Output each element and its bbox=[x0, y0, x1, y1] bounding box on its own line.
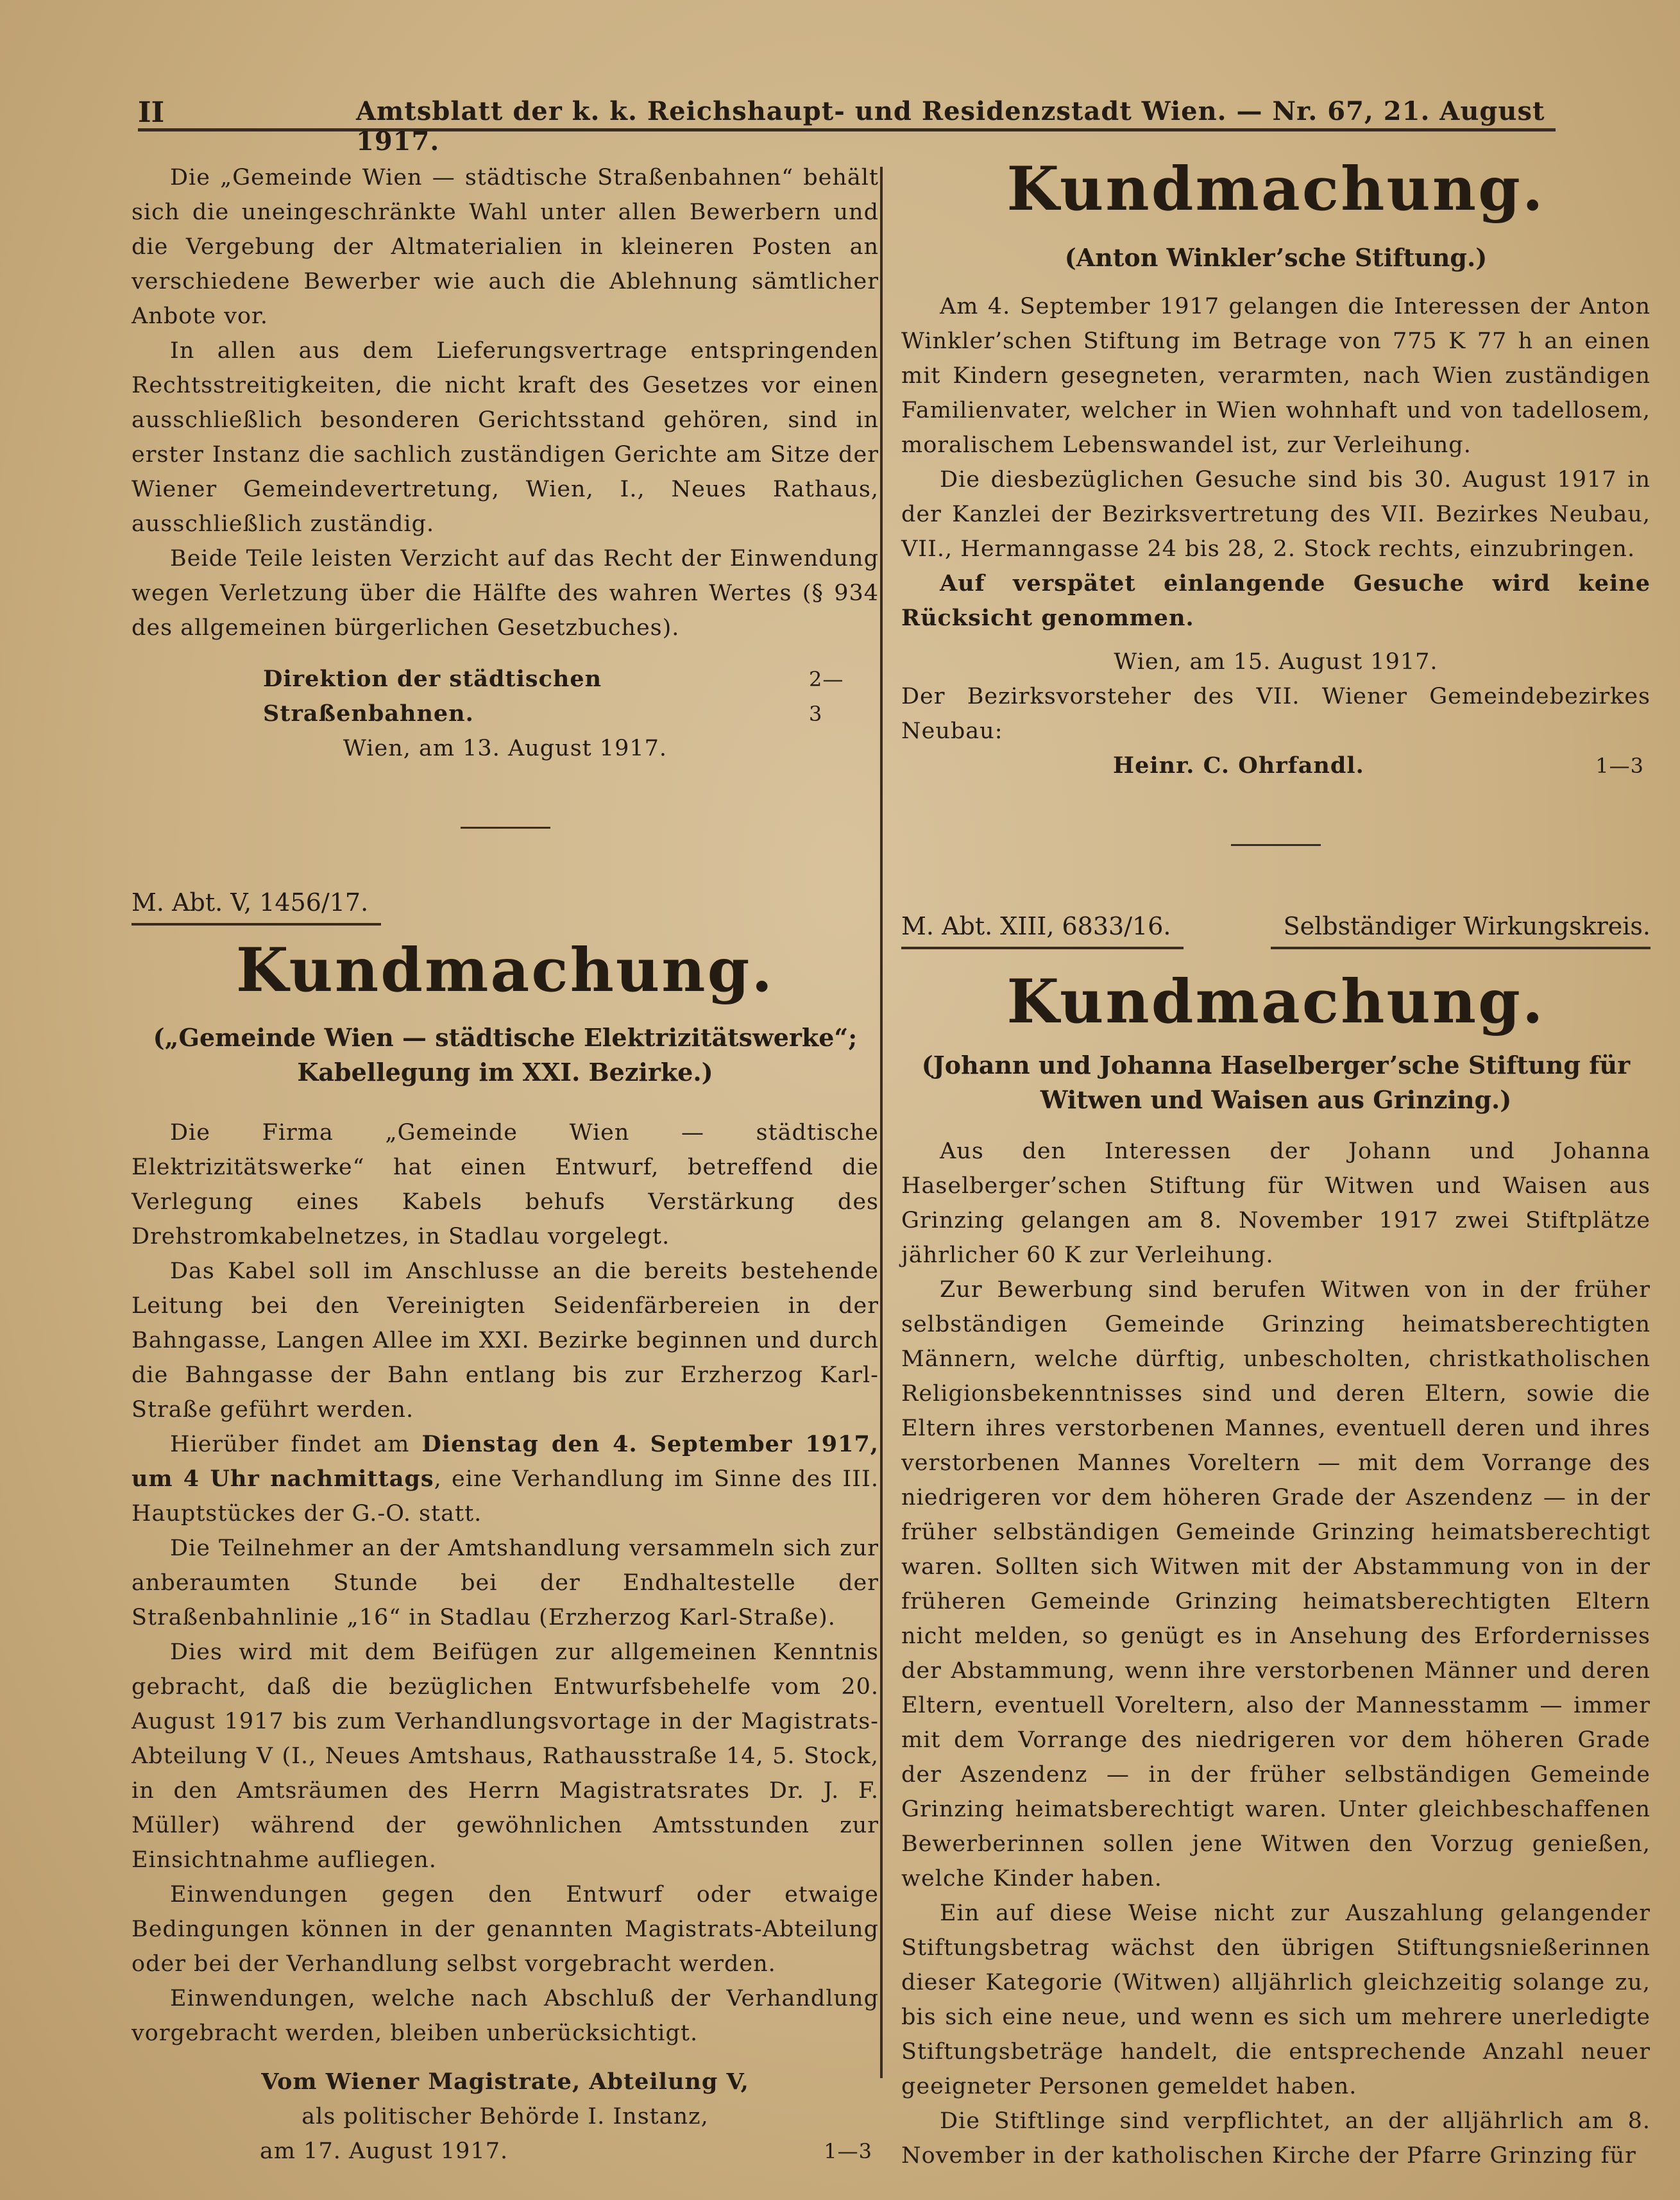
right-column bbox=[901, 151, 1650, 2173]
paragraph: Das Kabel soll im Anschlusse an die bereits bestehende Leitung bei den Vereinigten Seidenfärbereien in der Bahngasse, Langen Allee im XXI. Bezirke beginnen und durch die Bahngasse der Bahn entlang bis zur Erzherzog Karl-Straße geführt werden. bbox=[132, 1258, 879, 1423]
paragraph: Am 4. September 1917 gelangen die Interessen der Anton Winkler’schen Stiftung im Betrage von 775 K 77 h an einen mit Kindern gesegneten, verarmten, nach Wien zuständigen Familienvater, welcher in Wien wohnhaft und von tadellosem, moralischem Lebenswandel ist, zur Verleihung. bbox=[901, 294, 1650, 458]
notice-title: Kundmachung. bbox=[1006, 154, 1545, 224]
paragraph: Einwendungen, welche nach Abschluß der Verhandlung vorgebracht werden, bleiben unberücksichtigt. bbox=[132, 1986, 879, 2046]
notice-title: Kundmachung. bbox=[1006, 967, 1545, 1037]
header-title: Amtsblatt der k. k. Reichshaupt- und Residenzstadt Wien. — Nr. 67, 21. August 1917. bbox=[356, 96, 1545, 157]
reference-row bbox=[901, 907, 1650, 949]
paragraph: Ein auf diese Weise nicht zur Auszahlung gelangender Stiftungsbetrag wächst den übrigen Stiftungsnießerinnen dieser Kategorie (Witwen) alljährlich gleichzeitig solange zu, bis sich eine neue, und wenn es sich um mehrere unerledigte Stiftungsbeträge handelt, die entsprechende Anzahl neuer geeigneter Personen gemeldet haben. bbox=[901, 1900, 1650, 2099]
notice-subtitle: (Johann und Johanna Haselberger’sche Stiftung für Witwen und Waisen aus Grinzing.) bbox=[921, 1051, 1631, 1114]
notice-title: Kundmachung. bbox=[235, 935, 775, 1006]
paragraph: Die „Gemeinde Wien — städtische Straßenbahnen“ behält sich die uneingeschränkte Wahl unter allen Bewerbern und die Vergebung der Altmaterialien in kleineren Posten an verschiedene Bewerber wie auch die Ablehnung sämtlicher Anbote vor. bbox=[132, 165, 879, 329]
paragraph: Die Stiftlinge sind verpflichtet, an der alljährlich am 8. November in der katholischen Kirche der Pfarre Grinzing für bbox=[901, 2108, 1650, 2169]
notice-subtitle: („Gemeinde Wien — städtische Elektrizitätswerke“; Kabellegung im XXI. Bezirke.) bbox=[153, 1023, 858, 1087]
paragraph: Beide Teile leisten Verzicht auf das Recht der Einwendung wegen Verletzung über die Hälfte des wahren Wertes (§ 934 des allgemeinen bürgerlichen Gesetzbuches). bbox=[132, 546, 879, 641]
paragraph: Die Firma „Gemeinde Wien — städtische Elektrizitätswerke“ hat einen Entwurf, betreffend die Verlegung eines Kabels behufs Verstärkung des Drehstromkabelnetzes, in Stadlau vorgelegt. bbox=[132, 1120, 879, 1249]
meeting-date: Dienstag den 4. September 1917, um 4 Uhr nachmittags bbox=[132, 1431, 879, 1492]
signature-row bbox=[132, 662, 879, 731]
signatory-name: Heinr. C. Ohrfandl. bbox=[1113, 752, 1364, 779]
notice-number: 1—3 bbox=[1595, 754, 1644, 778]
column-divider bbox=[880, 167, 883, 2078]
paragraph: Auf verspätet einlangende Gesuche wird keine Rücksicht genommen. bbox=[901, 570, 1650, 631]
left-column bbox=[132, 160, 879, 2169]
paragraph: Zur Bewerbung sind berufen Witwen von in der früher selbständigen Gemeinde Grinzing heimatsberechtigten Männern, welche dürftig, unbescholten, christkatholischen Religionsbekenntnisses sind und deren Eltern, sowie die Eltern ihres verstorbenen Mannes, eventuell deren und ihres verstorbenen Mannes Voreltern — mit dem Vorrange des niedrigeren vor dem höheren Grade der Aszendenz — in der früher selbständigen Gemeinde Grinzing heimatsberechtigt waren. Sollten sich Witwen mit der Abstammung von in der früheren Gemeinde Grinzing heimatsberechtigten Eltern nicht melden, so genügt es in Ansehung des Erfordernisses der Abstammung, wenn ihre verstorbenen Männer und deren Eltern, eventuell Voreltern, also der Mannesstamm — immer mit dem Vorrange des niedrigeren vor dem höheren Grade der Aszendenz — in der früher selbständigen Gemeinde Grinzing heimatsberechtigt waren. Unter gleichbeschaffenen Bewerberinnen sollen jene Witwen den Vorzug genießen, welche Kinder haben. bbox=[901, 1277, 1650, 1891]
date-line: Wien, am 15. August 1917. bbox=[1114, 649, 1438, 675]
page-header bbox=[138, 77, 1556, 157]
signature-row bbox=[901, 749, 1650, 783]
jurisdiction-label: Selbständiger Wirkungskreis. bbox=[1271, 907, 1650, 949]
reference-number: M. Abt. XIII, 6833/16. bbox=[901, 907, 1184, 949]
notice-body bbox=[132, 1115, 879, 2169]
signature: als politischer Behörde I. Instanz, bbox=[301, 2104, 709, 2129]
paragraph: Hierüber findet am Dienstag den 4. September 1917, um 4 Uhr nachmittags, eine Verhandlung im Sinne des III. Hauptstückes der G.-O. statt. bbox=[132, 1431, 879, 1527]
paragraph: Die Teilnehmer an der Amtshandlung versammeln sich zur anberaumten Stunde bei der Endhaltestelle der Straßenbahnlinie „16“ in Stadlau (Erzherzog Karl-Straße). bbox=[132, 1536, 879, 1630]
date-line: Wien, am 13. August 1917. bbox=[343, 736, 668, 761]
notice-subtitle: (Anton Winkler’sche Stiftung.) bbox=[1064, 243, 1488, 272]
notice-number: 2—3 bbox=[808, 667, 844, 726]
reference-number: M. Abt. V, 1456/17. bbox=[132, 883, 381, 926]
signature: Der Bezirksvorsteher des VII. Wiener Gemeindebezirkes Neubau: bbox=[901, 684, 1650, 744]
paragraph: Aus den Interessen der Johann und Johanna Haselberger’schen Stiftung für Witwen und Waisen aus Grinzing gelangen am 8. November 1917 zwei Stiftplätze jährlicher 60 K zur Verleihung. bbox=[901, 1138, 1650, 1268]
date-line: am 17. August 1917. bbox=[260, 2138, 509, 2164]
signature-row bbox=[132, 2134, 879, 2169]
paragraph: In allen aus dem Lieferungsvertrage entspringenden Rechtsstreitigkeiten, die nicht kraft des Gesetzes vor einen ausschließlich besonderen Gerichtsstand gehören, sind in erster Instanz die sachlich zuständigen Gerichte am Sitze der Wiener Gemeindevertretung, Wien, I., Neues Rathaus, ausschließlich zuständig. bbox=[132, 338, 879, 537]
notice-body bbox=[901, 289, 1650, 783]
notice-body bbox=[901, 1134, 1650, 2173]
reference-row bbox=[132, 883, 879, 926]
paragraph: Einwendungen gegen den Entwurf oder etwaige Bedingungen können in der genannten Magistrats-Abteilung oder bei der Verhandlung selbst vorgebracht werden. bbox=[132, 1882, 879, 1977]
signature: Direktion der städtischen Straßenbahnen. bbox=[263, 666, 602, 727]
page-number: II bbox=[138, 96, 165, 129]
paragraph: Dies wird mit dem Beifügen zur allgemeinen Kenntnis gebracht, daß die bezüglichen Entwurfsbehelfe vom 20. August 1917 bis zum Verhandlungsvortage in der Magistrats-Abteilung V (I., Neues Amtshaus, Rathausstraße 14, 5. Stock, in den Amtsräumen des Herrn Magistratsrates Dr. J. F. Müller) während der gewöhnlichen Amtsstunden zur Einsichtnahme aufliegen. bbox=[132, 1639, 879, 1873]
paragraph: Die diesbezüglichen Gesuche sind bis 30. August 1917 in der Kanzlei der Bezirksvertretung des VII. Bezirkes Neubau, VII., Hermanngasse 24 bis 28, 2. Stock rechts, einzubringen. bbox=[901, 467, 1650, 562]
signature: Vom Wiener Magistrate, Abteilung V, bbox=[261, 2069, 749, 2095]
notice-number: 1—3 bbox=[824, 2139, 872, 2163]
notice-continuation bbox=[132, 160, 879, 766]
